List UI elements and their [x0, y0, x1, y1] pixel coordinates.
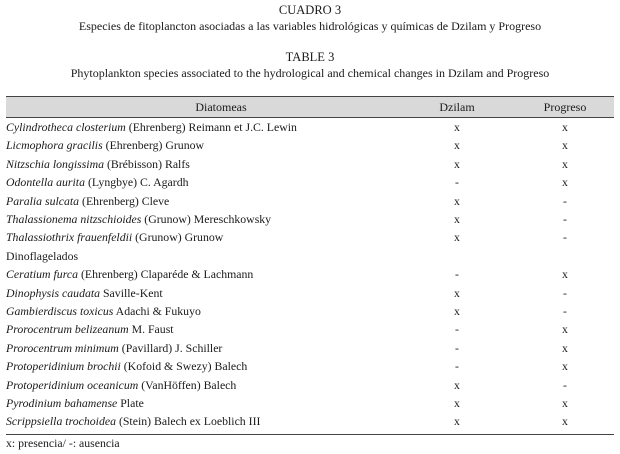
cell-dzilam: x — [454, 304, 460, 318]
species-name — [6, 322, 174, 337]
species-name — [6, 194, 169, 209]
table-row — [6, 303, 614, 321]
cell-progreso: - — [563, 193, 567, 208]
species-author: Saville-Kent — [103, 285, 163, 300]
cell-dzilam: x — [454, 377, 460, 392]
species-genus: Scrippsiella trochoidea — [6, 414, 116, 429]
header-dzilam: Dzilam — [439, 100, 475, 114]
species-name — [6, 304, 201, 319]
species-genus: Ceratium furca — [6, 267, 78, 282]
species-name — [6, 212, 271, 227]
species-author: (Ehrenberg) Grunow — [105, 138, 205, 153]
cell-dzilam: x — [454, 193, 460, 208]
species-genus: Odontella aurita — [6, 175, 85, 190]
table-row — [6, 321, 614, 339]
species-name — [6, 157, 190, 172]
species-author: (Ehrenberg) Claparéde & Lachmann — [80, 267, 254, 282]
species-author: (Grunow) Grunow — [135, 230, 224, 245]
species-genus: Pyrodinium bahamense — [6, 396, 118, 410]
table-row — [6, 358, 614, 376]
species-author: Adachi & Fukuyo — [115, 304, 201, 318]
table-label-es: CUADRO 3 — [278, 3, 342, 17]
cell-progreso: x — [562, 120, 568, 134]
cell-dzilam: - — [455, 359, 459, 374]
cell-dzilam: x — [454, 138, 460, 153]
table-footnote: x: presencia/ -: ausencia — [6, 435, 120, 450]
cell-dzilam: - — [455, 322, 459, 337]
species-author: (Stein) Balech ex Loeblich III — [118, 414, 261, 429]
table-label-en: TABLE 3 — [285, 50, 335, 64]
species-name — [6, 378, 236, 393]
species-name — [6, 359, 247, 374]
table-row — [6, 340, 614, 358]
species-genus: Licmophora gracilis — [6, 138, 103, 153]
species-name — [6, 138, 204, 153]
table-row — [6, 377, 614, 395]
cell-dzilam: x — [454, 414, 460, 429]
species-genus: Protoperidinium brochii — [6, 359, 121, 374]
table-row — [6, 266, 614, 284]
cell-dzilam: - — [455, 340, 459, 355]
species-author: (Kofoid & Swezy) Balech — [123, 359, 248, 374]
species-name — [6, 414, 260, 429]
species-name — [6, 396, 144, 411]
cell-progreso: - — [563, 285, 567, 300]
species-genus: Protoperidinium oceanicum — [6, 377, 139, 392]
table-caption-en: Phytoplankton species associated to the hydrological and chemical changes in Dzilam and Progreso — [70, 66, 550, 80]
species-author: (Ehrenberg) Reimann et J.C. Lewin — [128, 120, 297, 134]
species-genus: Gambierdiscus toxicus — [6, 304, 114, 318]
table-row — [6, 395, 614, 413]
species-author: (Brébisson) Ralfs — [106, 156, 190, 171]
table-row — [6, 211, 614, 229]
section-dinoflagelados: Dinoflagelados — [6, 248, 79, 263]
cell-dzilam: x — [454, 396, 460, 410]
table-row — [6, 193, 614, 211]
species-author: Plate — [120, 396, 144, 410]
table-row — [6, 413, 614, 431]
cell-progreso: - — [563, 212, 567, 226]
cell-dzilam: x — [454, 230, 460, 245]
cell-progreso: x — [562, 267, 568, 282]
table-header — [6, 96, 614, 118]
species-author: M. Faust — [131, 322, 174, 337]
species-name — [6, 267, 253, 282]
species-author: (Lyngbye) C. Agardh — [87, 175, 189, 190]
cell-dzilam: x — [454, 212, 460, 226]
species-author: (Pavillard) J. Schiller — [121, 340, 223, 355]
table-row — [6, 119, 614, 137]
header-diatomeas: Diatomeas — [195, 100, 247, 114]
cell-dzilam: x — [454, 120, 460, 134]
cell-progreso: - — [563, 230, 567, 245]
species-genus: Thalassiothrix frauenfeldii — [6, 230, 133, 245]
cell-progreso: x — [562, 322, 568, 337]
table-caption-es: Especies de fitoplancton asociadas a las variables hidrológicas y químicas de Dzilam y Progreso — [78, 19, 542, 33]
cell-progreso: - — [563, 304, 567, 318]
species-name — [6, 230, 223, 245]
species-genus: Dinophysis caudata — [6, 285, 101, 300]
species-genus: Nitzschia longissima — [6, 156, 104, 171]
cell-progreso: x — [562, 175, 568, 190]
table-row — [6, 156, 614, 174]
table-row — [6, 285, 614, 303]
cell-progreso: x — [562, 414, 568, 429]
species-genus: Cylindrotheca closterium — [6, 120, 126, 134]
species-author: (Ehrenberg) Cleve — [82, 193, 170, 208]
table-row — [6, 137, 614, 155]
species-name — [6, 120, 297, 135]
cell-progreso: - — [563, 377, 567, 392]
species-author: (VanHöffen) Balech — [141, 377, 237, 392]
table-row — [6, 229, 614, 247]
cell-progreso: x — [562, 340, 568, 355]
species-genus: Prorocentrum belizeanum — [6, 322, 129, 337]
header-progreso: Progreso — [543, 100, 587, 114]
table-bottom-rule — [6, 434, 614, 435]
species-genus: Paralia sulcata — [6, 193, 80, 208]
species-genus: Prorocentrum minimum — [6, 340, 119, 355]
cell-dzilam: - — [455, 175, 459, 190]
cell-progreso: x — [562, 156, 568, 171]
species-name — [6, 341, 222, 356]
species-name — [6, 286, 163, 301]
species-name — [6, 175, 189, 190]
cell-dzilam: x — [454, 156, 460, 171]
species-genus: Thalassionema nitzschioides — [6, 212, 142, 226]
cell-dzilam: - — [455, 267, 459, 282]
cell-dzilam: x — [454, 285, 460, 300]
cell-progreso: x — [562, 138, 568, 153]
cell-progreso: x — [562, 396, 568, 410]
cell-progreso: x — [562, 359, 568, 374]
table-row — [6, 174, 614, 192]
species-author: (Grunow) Mereschkowsky — [144, 212, 272, 226]
